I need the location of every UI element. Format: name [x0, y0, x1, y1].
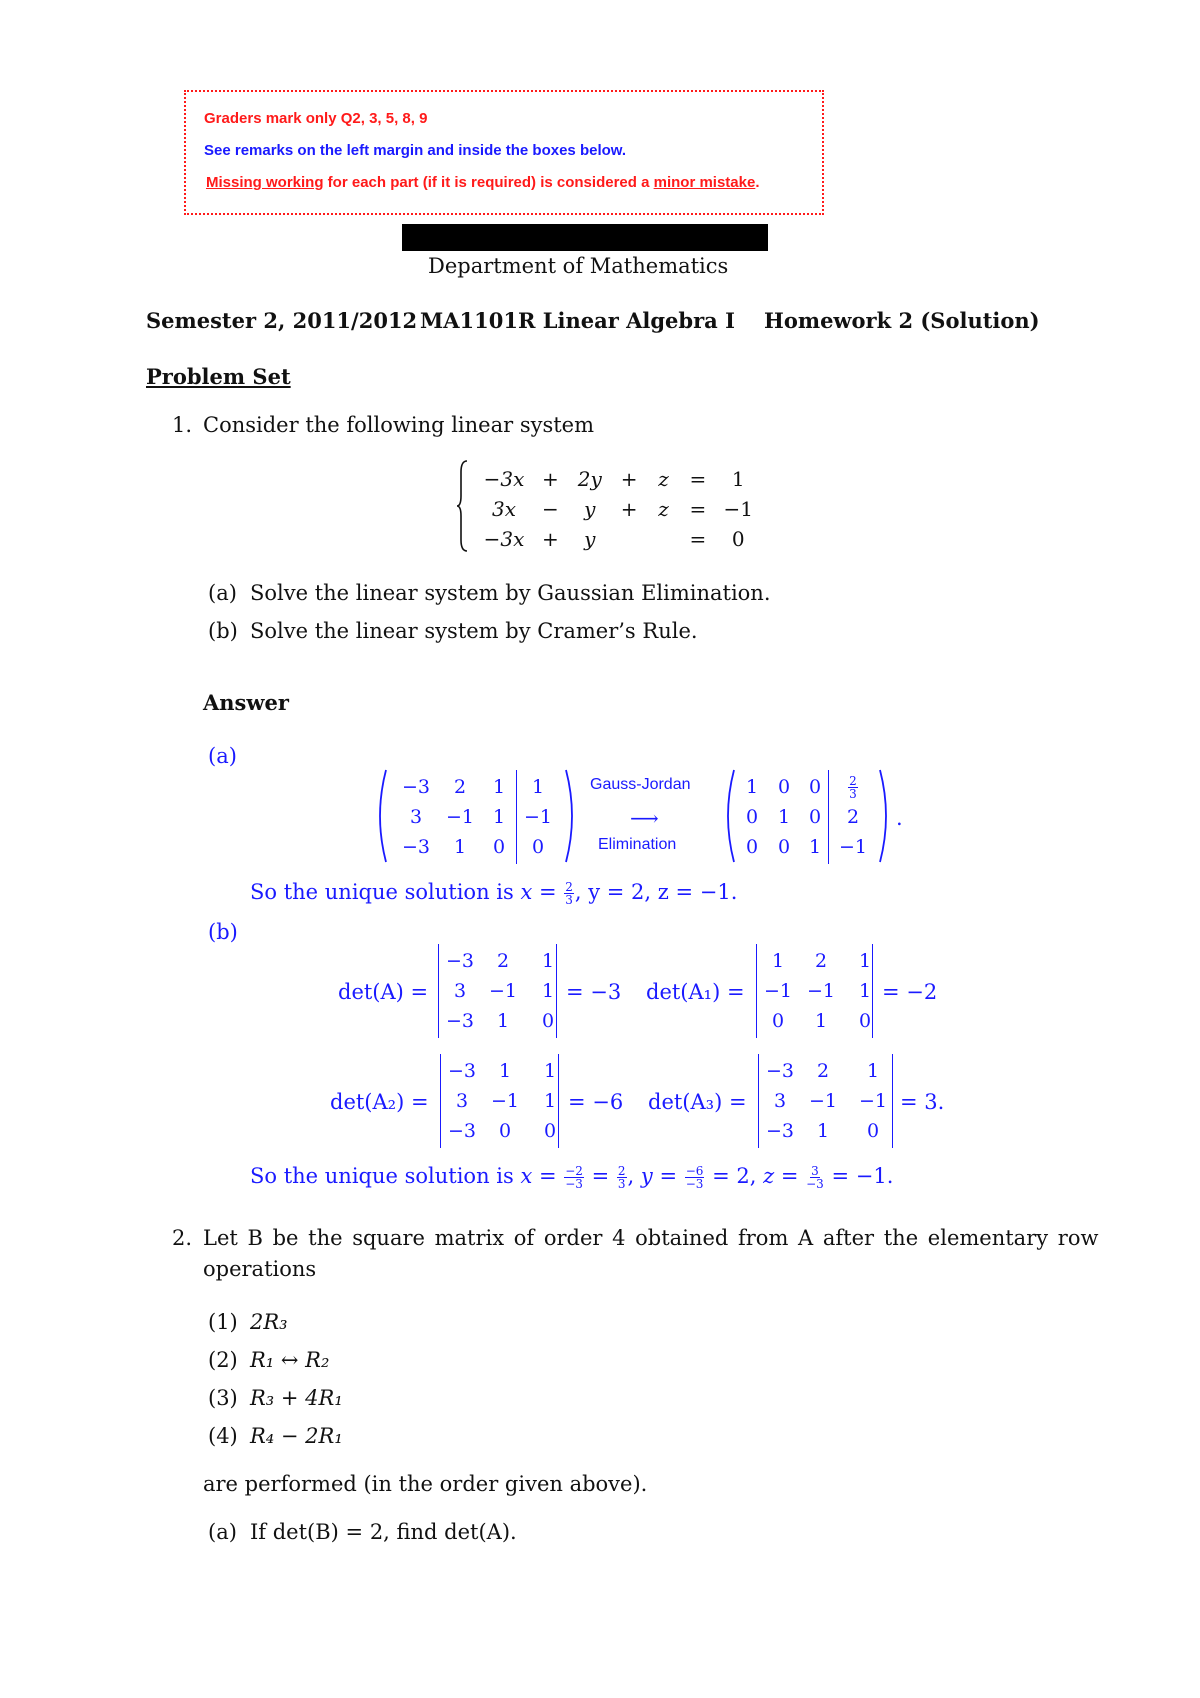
arrow-bottom-label: Elimination — [598, 836, 677, 853]
augmented-matrix-left: −3 2 1 1 3 −1 1 −1 −3 1 0 0 — [401, 776, 552, 858]
augmented-matrix-right: 1 0 0 $\frac{2}{3}$ 0 1 0 2 0 0 1 −1 — [745, 773, 867, 858]
det-bar — [438, 944, 439, 1038]
grader-notice-box — [184, 90, 824, 215]
det-a-matrix: −3 2 1 3 −1 1 −3 1 0 — [445, 950, 555, 1032]
det-a1-value: = −2 — [882, 980, 938, 1004]
q2-after-text: are performed (in the order given above). — [203, 1472, 648, 1496]
left-brace — [456, 460, 468, 552]
system-row: −3x + 2y + z = 1 — [483, 467, 745, 491]
answer-b-label: (b) — [208, 920, 238, 944]
arrow-icon: ⟶ — [630, 806, 659, 830]
det-a1-matrix: 1 2 1 −1 −1 1 0 1 0 — [763, 950, 872, 1032]
q1b-text: Solve the linear system by Cramer’s Rule. — [250, 619, 698, 643]
arrow-top-label: Gauss-Jordan — [590, 776, 691, 793]
det-bar — [758, 1054, 759, 1148]
op-text: 2R₃ — [250, 1310, 288, 1334]
notice-line-3: Missing working for each part (if it is required) is considered a minor mistake. — [206, 174, 760, 191]
fraction: $\frac{2}{3}$ — [849, 773, 857, 801]
det-a3-label: det(A₃) = — [648, 1090, 747, 1114]
q1a-label: (a) — [208, 581, 237, 605]
op-label: (1) — [208, 1310, 238, 1334]
left-paren — [720, 768, 736, 864]
det-a2-value: = −6 — [568, 1090, 624, 1114]
det-bar — [872, 944, 873, 1038]
q1-intro: Consider the following linear system — [203, 413, 595, 437]
q2-text-line1: Let B be the square matrix of order 4 obtained from A after the elementary row — [203, 1226, 1099, 1250]
op-text: R₁ ↔ R₂ — [250, 1348, 330, 1372]
system-row: −3x + y = 0 — [483, 527, 745, 551]
redaction-bar — [402, 224, 768, 251]
det-a2-matrix: −3 1 1 3 −1 1 −3 0 0 — [447, 1060, 557, 1142]
left-paren — [372, 768, 388, 864]
answer-a-label: (a) — [208, 744, 237, 768]
right-paren — [878, 768, 894, 864]
q1a-text: Solve the linear system by Gaussian Elimination. — [250, 581, 771, 605]
course-label: MA1101R Linear Algebra I — [420, 308, 735, 333]
det-a3-value: = 3. — [900, 1090, 945, 1114]
q1-number: 1. — [172, 413, 193, 437]
q2a-text: If det(B) = 2, find det(A). — [250, 1520, 517, 1544]
linear-system — [474, 464, 762, 554]
q2-number: 2. — [172, 1226, 193, 1250]
q2-text-line2: operations — [203, 1257, 317, 1281]
semester-label: Semester 2, 2011/2012 — [146, 308, 418, 333]
op-label: (2) — [208, 1348, 238, 1372]
solution-b: So the unique solution is x = $\frac{-2}{-3}$ = $\frac{2}{3}$ , y = $\frac{-6}{-3}$ = 2, z = $\frac{3}{-3}$ = −1. — [250, 1164, 894, 1191]
solution-a: So the unique solution is x = $\frac{2}{3}$ , y = 2, z = −1. — [250, 880, 738, 907]
det-bar — [558, 1054, 559, 1148]
augment-divider — [828, 770, 829, 864]
augment-divider — [516, 770, 517, 864]
det-a3-matrix: −3 2 1 3 −1 −1 −3 1 0 — [765, 1060, 887, 1142]
det-bar — [892, 1054, 893, 1148]
det-bar — [440, 1054, 441, 1148]
det-a-value: = −3 — [566, 980, 622, 1004]
det-a2-label: det(A₂) = — [330, 1090, 429, 1114]
det-a-label: det(A) = — [338, 980, 429, 1004]
homework-label: Homework 2 (Solution) — [764, 308, 1040, 333]
q2a-label: (a) — [208, 1520, 237, 1544]
det-a1-label: det(A₁) = — [646, 980, 745, 1004]
problem-set-title: Problem Set — [146, 364, 291, 389]
period: . — [896, 806, 903, 830]
notice-line-1: Graders mark only Q2, 3, 5, 8, 9 — [204, 110, 428, 127]
op-label: (4) — [208, 1424, 238, 1448]
right-paren — [564, 768, 580, 864]
det-bar — [556, 944, 557, 1038]
notice-line-2: See remarks on the left margin and inside the boxes below. — [204, 142, 627, 159]
op-text: R₄ − 2R₁ — [250, 1424, 343, 1448]
answer-title: Answer — [203, 690, 289, 715]
op-label: (3) — [208, 1386, 238, 1410]
det-bar — [756, 944, 757, 1038]
system-row: 3x − y + z = −1 — [491, 497, 754, 521]
q1b-label: (b) — [208, 619, 238, 643]
department-title: Department of Mathematics — [428, 254, 729, 278]
op-text: R₃ + 4R₁ — [250, 1386, 343, 1410]
